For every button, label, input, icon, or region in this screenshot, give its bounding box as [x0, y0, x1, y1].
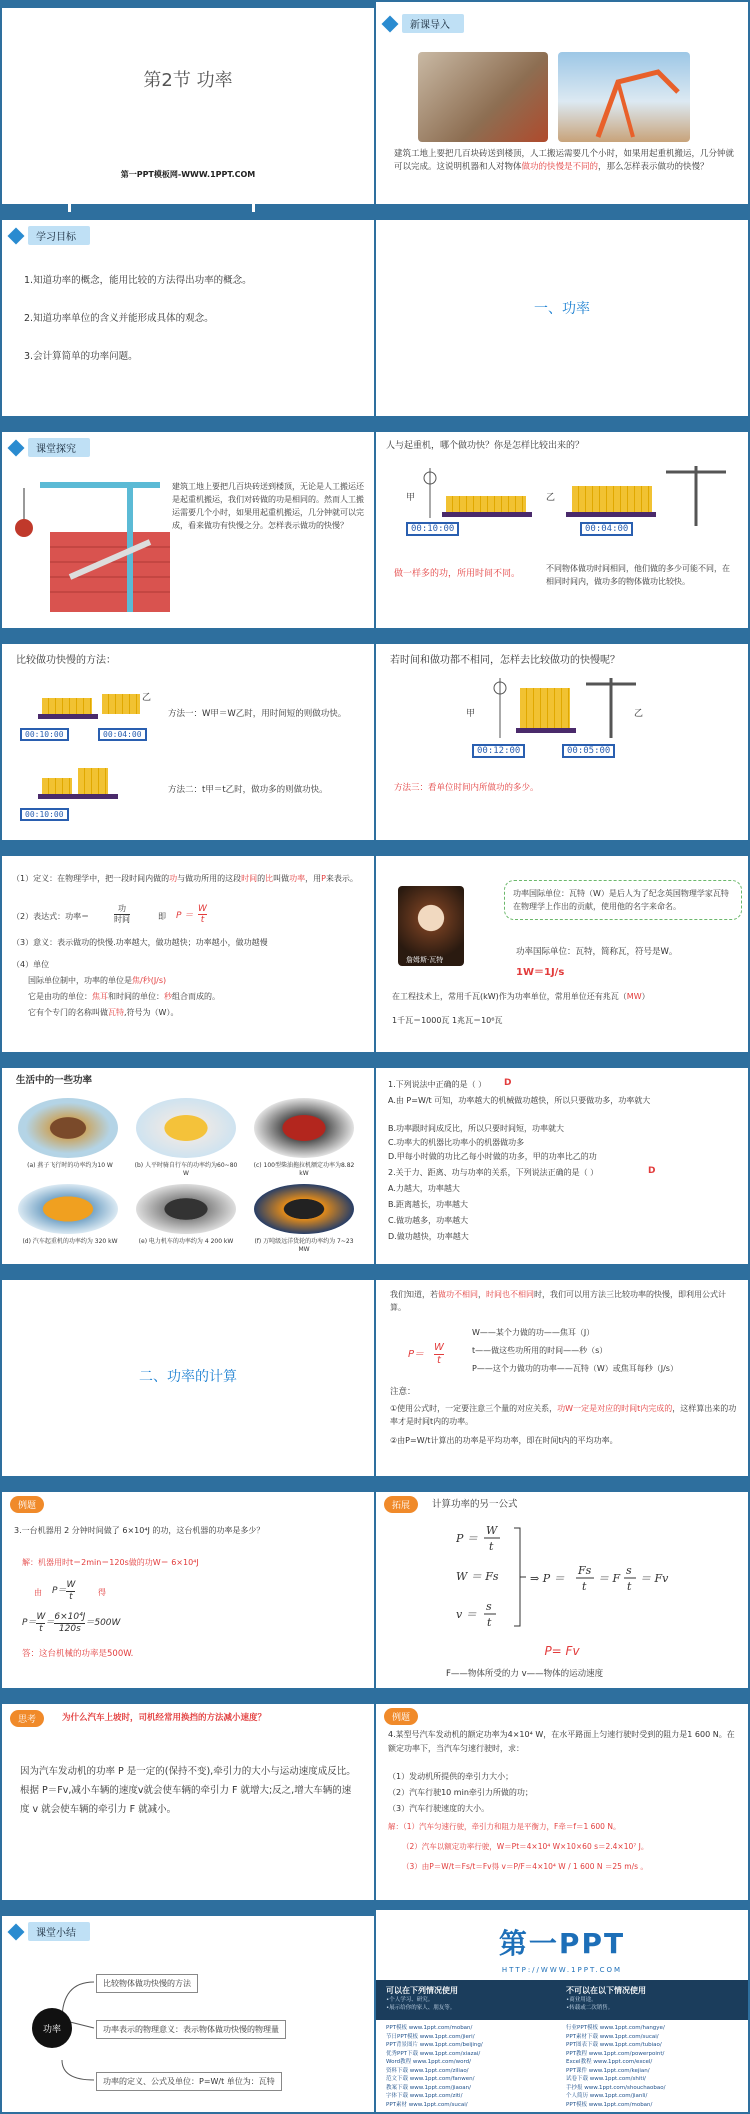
- watt-bubble: 功率国际单位：瓦特（W）是后人为了纪念英国物理学家瓦特在物理学上作出的贡献，使用他的名字来命名。: [504, 880, 742, 920]
- mindmap-center: 功率: [32, 2008, 72, 2048]
- usage-panel: [376, 1980, 748, 2020]
- unit-watt: 功率国际单位：瓦特，简称瓦，符号是W。: [516, 947, 678, 957]
- solution-line: （2）汽车以额定功率行驶，W＝Pt＝4×10⁴ W×10×60 s＝2.4×10⁷ J。: [402, 1842, 649, 1851]
- label-yi: 乙: [142, 693, 152, 703]
- note-red: 做一样多的功，所用时间不同。: [394, 569, 521, 579]
- option: B.功率跟时间成反比，所以只要时间短，功率就大: [388, 1124, 565, 1133]
- site-link[interactable]: PPT素材下载 www.1ppt.com/sucai/: [566, 2033, 659, 2040]
- svg-text:t: t: [582, 1580, 587, 1593]
- example-question: 4.某型号汽车发动机的额定功率为4×10⁴ W，在水平路面上匀速行驶时受到的阻力是1 600 N。在额定功率下，当汽车匀速行驶时，求：: [388, 1730, 735, 1753]
- construction-illustration: [10, 462, 170, 612]
- svg-text:W ＝ Fs: W ＝ Fs: [456, 1570, 499, 1583]
- ji-word: 即: [158, 912, 166, 921]
- tag-pill: 例题: [10, 1496, 44, 1513]
- think-answer: 因为汽车发动机的功率 P 是一定的(保持不变),牵引力的大小与运动速度成反比。根据 P＝Fv,减小车辆的速度v就会使车辆的牵引力 F 就增大;反之,增大车辆的速度 v 就会使车辆的牵引力 F 就减小。: [20, 1766, 356, 1815]
- section-header: 课堂小结: [10, 1922, 90, 1941]
- explore-text: 建筑工地上要把几百块砖送到楼顶，无论是人工搬运还是起重机搬运，我们对砖做的功是相同的。然而人工搬运需要几个小时，如果用起重机搬运，几分钟就可以完成，看来做功有快慢之分。怎样表示做功的快慢？: [172, 482, 364, 530]
- site-link[interactable]: 手抄报 www.1ppt.com/shouchaobao/: [566, 2084, 666, 2091]
- site-link[interactable]: Word教程 www.1ppt.com/word/: [386, 2059, 471, 2065]
- label-yi: 乙: [546, 493, 556, 503]
- brick-stack: [42, 778, 72, 794]
- site-link[interactable]: 试卷下载 www.1ppt.com/shiti/: [566, 2076, 646, 2082]
- quiz-question: 1.下列说法中正确的是（ ）: [388, 1080, 487, 1089]
- photo-caption: (f) 万吨级远洋货轮的功率约为 7~23 MW: [254, 1238, 354, 1253]
- usage-allowed-item: •个人学习、研究。: [386, 1997, 434, 2003]
- section-header: 新课导入: [384, 14, 464, 33]
- photo-crane-truck: [18, 1184, 118, 1234]
- option: A.力越大，功率越大: [388, 1184, 460, 1193]
- slide-extension: [376, 1486, 748, 1696]
- photo-ship: [254, 1184, 354, 1234]
- worker-photo: [418, 52, 548, 142]
- diamond-icon: [8, 439, 25, 456]
- formula-p: P＝: [408, 1349, 425, 1360]
- slide-compare-1: [376, 426, 748, 636]
- site-link[interactable]: PPT教程 www.1ppt.com/powerpoint/: [566, 2050, 665, 2057]
- note-heading: 注意：: [390, 1387, 416, 1397]
- crane-icon: [558, 52, 690, 142]
- conversion-line: 1千瓦＝1000瓦 1兆瓦＝10⁶瓦: [392, 1016, 503, 1025]
- tag-pill: 例题: [384, 1708, 418, 1725]
- diamond-icon: [382, 15, 399, 32]
- example-question: 3.一台机器用 2 分钟时间做了 6×10⁴J 的功，这台机器的功率是多少？: [14, 1526, 265, 1535]
- timer-display: 00:12:00: [472, 744, 525, 758]
- svg-text:t: t: [489, 1540, 494, 1553]
- pulley-icon: [420, 468, 440, 518]
- tag-pill: 思考: [10, 1710, 44, 1727]
- slide-life-powers: [2, 1062, 374, 1272]
- formula-inline: P＝ $\frac{W}{t}$: [52, 1580, 76, 1602]
- site-link[interactable]: PPT素材 www.1ppt.com/sucai/: [386, 2101, 468, 2108]
- portrait-caption: 詹姆斯·瓦特: [406, 956, 444, 964]
- section-title: 一、功率: [534, 301, 590, 317]
- objective-item: 3.会计算简单的功率问题。: [24, 351, 138, 362]
- slide-title: [2, 2, 374, 212]
- crane-photo: [558, 52, 690, 142]
- unit-line-3: 它有个专门的名称叫做瓦特,符号为（W）。: [28, 1008, 179, 1017]
- photo-bicycle: [136, 1098, 236, 1158]
- timer-display: 00:10:00: [20, 728, 69, 741]
- timer-display: 00:10:00: [20, 808, 69, 821]
- option: D.甲每小时做的功比乙每小时做的功多，甲的功率比乙的功: [388, 1152, 597, 1161]
- solution-line: 解：（1）汽车匀速行驶，牵引力和阻力是平衡力，F牵＝f＝1 600 N。: [388, 1822, 621, 1831]
- lesson-title: 第2节 功率: [143, 70, 233, 91]
- site-link[interactable]: 节日PPT模板 www.1ppt.com/jieri/: [386, 2033, 475, 2040]
- objective-item: 1.知道功率的概念，能用比较的方法得出功率的概念。: [24, 275, 252, 286]
- quiz-question: 2.关于力、距离、功与功率的关系，下列说法正确的是（ ）: [388, 1168, 599, 1177]
- option: B.距离越长，功率越大: [388, 1200, 469, 1209]
- platform: [442, 512, 532, 517]
- photo-caption: (e) 电力机车的功率约为 4 200 kW: [138, 1238, 234, 1245]
- fraction-symbols: W t: [198, 904, 207, 925]
- site-link[interactable]: 优秀PPT下载 www.1ppt.com/xiazai/: [386, 2050, 481, 2057]
- summary-branch: 功率表示的物理意义：表示物体做功快慢的物理量: [96, 2020, 286, 2039]
- method-two: 方法二：t甲＝t乙时，做功多的则做功快。: [168, 785, 328, 795]
- result-formula: P= Fv: [544, 1644, 580, 1658]
- note-1: ①使用公式时，一定要注意三个量的对应关系，功W一定是对应的时间t内完成的，这样算出来的功率才是时间t内的功率。: [390, 1404, 737, 1426]
- slide-explore: [2, 426, 374, 636]
- brand-logo: 第一PPT: [498, 1927, 626, 1960]
- unit-line-2: 它是由功的单位：焦耳和时间的单位：秒组合而成的。: [28, 992, 220, 1001]
- sub-question: （1）发动机所提供的牵引力大小；: [388, 1772, 514, 1781]
- svg-text:Fs: Fs: [578, 1564, 592, 1577]
- brick-stack: [78, 768, 108, 794]
- site-link[interactable]: PPT背景图片 www.1ppt.com/beijing/: [386, 2042, 483, 2048]
- slide-title: 计算功率的另一公式: [432, 1499, 518, 1510]
- svg-text:s: s: [486, 1600, 492, 1613]
- svg-text:s: s: [626, 1564, 632, 1577]
- note-text: 不同物体做功时间相同，他们做的多少可能不同，在相同时间内，做功多的物体做功比较快。: [546, 564, 730, 586]
- platform: [566, 512, 656, 517]
- expression-line: （2）表达式：功率＝: [12, 912, 90, 921]
- option: A.由 P=W/t 可知，功率越大的机械做功越快，所以只要做功多，功率就大: [388, 1096, 651, 1105]
- intro-line: 我们知道，若做功不相同，时间也不相同时，我们可以用方法三比较功率的快慢，即利用公式计算。: [390, 1290, 726, 1312]
- usage-forbidden-item: •商业用途。: [566, 1997, 597, 2003]
- method-one: 方法一：W甲＝W乙时，用时间短的则做功快。: [168, 709, 347, 719]
- svg-text:＝ Fv: ＝ Fv: [640, 1572, 669, 1585]
- site-link[interactable]: 教案下载 www.1ppt.com/jiaoan/: [386, 2084, 471, 2091]
- pulley-icon: [490, 678, 510, 738]
- platform: [38, 714, 98, 719]
- brand-url: HTTP://WWW.1PPT.COM: [501, 1966, 623, 1974]
- usage-forbidden-title: 不可以在以下情况使用: [566, 1986, 646, 1995]
- solution-de: 得: [98, 1588, 106, 1597]
- unit-heading: （4）单位: [12, 960, 50, 969]
- method-three: 方法三：看单位时间内所做功的多少。: [394, 783, 539, 793]
- site-link[interactable]: PPT模板 www.1ppt.com/moban/: [386, 2025, 473, 2031]
- answer-mark: D: [504, 1078, 512, 1088]
- link-list-left: [386, 2024, 556, 2109]
- think-question: 为什么汽车上坡时，司机经常用换挡的方法减小速度？: [62, 1713, 267, 1723]
- svg-text:＝ F: ＝ F: [598, 1572, 621, 1585]
- photo-caption: (c) 100型柴油拖拉机额定功率为8.82 kW: [253, 1162, 355, 1177]
- site-link[interactable]: Excel教程 www.1ppt.com/excel/: [566, 2059, 653, 2065]
- slide-section-1: [376, 214, 748, 424]
- timer-display: 00:10:00: [406, 522, 459, 536]
- slide-quiz: [376, 1062, 748, 1272]
- brick-stack: [572, 486, 652, 512]
- slide-formula: [376, 1274, 748, 1484]
- answer-line: 答：这台机械的功率是500W.: [22, 1649, 134, 1659]
- legend-w: W——某个力做的功——焦耳（J）: [472, 1328, 595, 1337]
- photo-swallow: [18, 1098, 118, 1158]
- slide-title: 若时间和做功都不相同，怎样去比较做功的快慢呢？: [390, 655, 620, 666]
- site-link[interactable]: 字体下载 www.1ppt.com/ziti/: [386, 2093, 463, 2099]
- section-header: 课堂探究: [10, 438, 90, 457]
- site-link[interactable]: PPT课件 www.1ppt.com/kejian/: [566, 2067, 650, 2074]
- summary-branch: 功率的定义、公式及单位：P=W/t 单位为：瓦特: [96, 2072, 282, 2091]
- section-title: 二、功率的计算: [139, 1369, 237, 1385]
- note-2: ②由P=W/t计算出的功率是平均功率，即在时间t内的平均功率。: [390, 1436, 618, 1445]
- solution-line: 解：机器用时t＝2min＝120s做的功W＝ 6×10⁴J: [22, 1558, 199, 1567]
- usage-allowed-title: 可以在下列情况使用: [386, 1986, 458, 1995]
- photo-tractor: [254, 1098, 354, 1158]
- svg-text:⇒ P ＝: ⇒ P ＝: [530, 1572, 565, 1585]
- site-link[interactable]: PPT图表下载 www.1ppt.com/tubiao/: [566, 2042, 662, 2048]
- photo-locomotive: [136, 1184, 236, 1234]
- solution-line: （3）由P＝W/t＝Fs/t＝Fv得 v＝P/F＝4×10⁴ W / 1 600 N ＝25 m/s 。: [402, 1862, 648, 1871]
- legend-p: P——这个力做功的功率——瓦特（W）或焦耳每秒（J/s）: [472, 1364, 678, 1373]
- formula-fraction: W t: [434, 1342, 444, 1366]
- slide-watt: [376, 850, 748, 1060]
- diamond-icon: [8, 1923, 25, 1940]
- unit-line-1: 国际单位制中，功率的单位是焦/秒(J/s): [28, 976, 167, 985]
- symbol-legend: F——物体所受的力 v——物体的运动速度: [446, 1669, 604, 1679]
- question-text: 人与起重机，哪个做功快？你是怎样比较出来的？: [386, 441, 585, 451]
- section-header: 学习目标: [10, 226, 90, 245]
- intro-text: 建筑工地上要把几百块砖送到楼顶，人工搬运需要几个小时，如果用起重机搬运，几分钟就可以完成。这说明机器和人对物体做功的快慢是不同的，那么怎样表示做功的快慢？: [394, 149, 735, 172]
- slide-methods: [2, 638, 374, 848]
- slide-section-2: [2, 1274, 374, 1484]
- label-yi: 乙: [634, 709, 644, 719]
- brick-stack: [42, 698, 92, 714]
- slide-think: [2, 1698, 374, 1908]
- p-equals: P ＝: [176, 911, 194, 921]
- brick-stack: [446, 496, 526, 512]
- sub-question: （2）汽车行驶10 min牵引力所做的功；: [388, 1788, 533, 1797]
- site-link[interactable]: 个人简历 www.1ppt.com/jianli/: [566, 2093, 648, 2099]
- formula-derivation: [456, 1522, 676, 1642]
- option: D.做功越快，功率越大: [388, 1232, 469, 1241]
- definition-line: （1）定义：在物理学中，把一段时间内做的功与做功所用的这段时间的比叫做功率，用P来表示。: [12, 874, 358, 883]
- slide-title: 比较做功快慢的方法：: [16, 655, 116, 666]
- svg-text:t: t: [627, 1580, 632, 1593]
- meaning-line: （3）意义：表示做功的快慢.功率越大，做功越快；功率越小，做功越慢: [12, 938, 268, 947]
- summary-branch: 比较物体做功快慢的方法: [96, 1974, 198, 1993]
- brick-stack: [520, 688, 570, 728]
- svg-text:P ＝: P ＝: [456, 1532, 478, 1545]
- sub-question: （3）汽车行驶速度的大小。: [388, 1804, 490, 1813]
- slide-intro: [376, 2, 748, 212]
- option: C.做功越多，功率越大: [388, 1216, 469, 1225]
- slide-example-2: [376, 1698, 748, 1908]
- site-link[interactable]: 范文下载 www.1ppt.com/fanwen/: [386, 2076, 475, 2082]
- timer-display: 00:04:00: [580, 522, 633, 536]
- photo-caption: (b) 人平时骑自行车的功率约为60~80 W: [134, 1162, 238, 1177]
- link-list-right: [566, 2024, 741, 2109]
- diamond-icon: [8, 227, 25, 244]
- label-jia: 甲: [466, 709, 476, 719]
- crane-icon: [586, 678, 636, 738]
- site-link[interactable]: 资料下载 www.1ppt.com/ziliao/: [386, 2067, 469, 2074]
- svg-text:W: W: [486, 1524, 498, 1537]
- tag-pill: 拓展: [384, 1496, 418, 1513]
- solution-you: 由: [34, 1588, 42, 1597]
- slide-example-1: [2, 1486, 374, 1696]
- slide-method-three: [376, 638, 748, 848]
- photo-caption: (a) 燕子飞行时的功率约为10 W: [27, 1162, 113, 1169]
- svg-text:v ＝: v ＝: [456, 1608, 477, 1621]
- option: C.功率大的机器比功率小的机器做功多: [388, 1138, 525, 1147]
- objective-item: 2.知道功率单位的含义并能形成具体的观念。: [24, 313, 214, 324]
- site-link[interactable]: 行业PPT模板 www.1ppt.com/hangye/: [566, 2025, 665, 2031]
- photo-caption: (d) 汽车起重机的功率约为 320 kW: [22, 1238, 118, 1245]
- slide-objectives: [2, 214, 374, 424]
- calc-line: P＝ $\frac{W}{t}$ ＝ $\frac{\text{6×10⁴J}}{120s}$ ＝500W: [22, 1612, 121, 1634]
- fraction-words: 功 时间: [114, 904, 130, 924]
- svg-text:t: t: [487, 1616, 492, 1629]
- slide-definition: [2, 850, 374, 1060]
- label-jia: 甲: [406, 493, 416, 503]
- crane-icon: [666, 466, 726, 526]
- legend-t: t——做这些功所用的时间——秒（s）: [472, 1346, 608, 1355]
- platform: [38, 794, 118, 799]
- timer-display: 00:04:00: [98, 728, 147, 741]
- slide-summary: [2, 1910, 374, 2112]
- answer-mark: D: [648, 1166, 656, 1176]
- slide-credits: [376, 1910, 748, 2112]
- engineering-units: 在工程技术上，常用千瓦(kW)作为功率单位，常用单位还有兆瓦（MW）: [392, 992, 650, 1001]
- brick-stack: [102, 694, 140, 714]
- site-credit: 第一PPT模板网-WWW.1PPT.COM: [120, 170, 256, 179]
- unit-def: 1W＝1J/s: [516, 967, 565, 978]
- slide-title: 生活中的一些功率: [16, 1075, 93, 1086]
- usage-forbidden-item: •转载或二次销售。: [566, 2005, 614, 2011]
- platform: [516, 728, 576, 733]
- site-link[interactable]: PPT模板 www.1ppt.com/moban/: [566, 2101, 653, 2108]
- timer-display: 00:05:00: [562, 744, 615, 758]
- usage-allowed-item: •展示给你的家人、朋友等。: [386, 2005, 456, 2011]
